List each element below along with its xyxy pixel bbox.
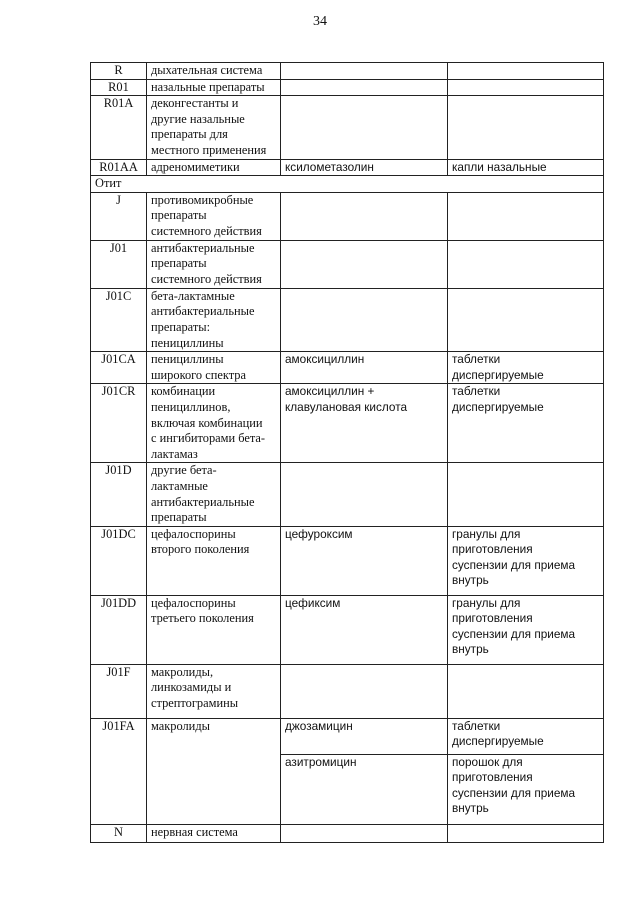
inn-cell-text: цефиксим — [285, 595, 341, 610]
section-header-cell-text: Отит — [95, 176, 122, 191]
atc-group-cell-text: бета-лактамные антибактериальные препараты: пенициллины — [151, 288, 255, 350]
atc-code-cell — [91, 463, 147, 526]
inn-cell-text: ксилометазолин — [285, 159, 374, 174]
section-header-cell — [91, 176, 604, 193]
table-row — [91, 824, 604, 842]
inn-cell-text: азитромицин — [285, 754, 357, 769]
dosage-form-cell — [448, 384, 604, 463]
table-row — [91, 664, 604, 718]
atc-code-cell-text: J01C — [105, 288, 132, 303]
atc-code-cell-text: J — [116, 192, 121, 207]
table-row — [91, 240, 604, 288]
table-row — [91, 288, 604, 351]
dosage-form-cell — [448, 159, 604, 176]
atc-code-cell — [91, 718, 147, 824]
atc-group-cell — [147, 718, 281, 824]
atc-code-cell — [91, 63, 147, 80]
atc-group-cell — [147, 664, 281, 718]
table-row — [91, 192, 604, 240]
inn-cell-text: цефуроксим — [285, 526, 353, 541]
atc-code-cell-text: J01 — [109, 240, 128, 255]
atc-group-cell-text: цефалоспорины третьего поколения — [151, 595, 254, 626]
inn-cell-text: амоксициллин — [285, 352, 365, 367]
atc-group-cell — [147, 79, 281, 96]
atc-code-cell — [91, 240, 147, 288]
table-row — [91, 384, 604, 463]
table-row — [91, 352, 604, 384]
atc-group-cell-text: нервная система — [151, 824, 238, 839]
table-row — [91, 63, 604, 80]
dosage-form-cell-text: порошок для приготовления суспензии для приема внутрь — [452, 754, 576, 816]
atc-group-cell-text: деконгестанты и другие назальные препараты для местного применения — [151, 96, 267, 157]
dosage-form-cell-text: капли назальные — [452, 159, 547, 174]
atc-code-cell-text: J01CA — [101, 352, 136, 367]
atc-group-cell-text: дыхательная система — [151, 63, 263, 77]
dosage-form-cell — [448, 288, 604, 351]
atc-group-cell — [147, 288, 281, 351]
page-number: 34 — [313, 14, 327, 29]
atc-code-cell — [91, 192, 147, 240]
inn-cell — [281, 526, 448, 595]
atc-group-cell — [147, 96, 281, 159]
atc-group-cell-text: макролиды, линкозамиды и стрептограмины — [151, 664, 239, 710]
atc-group-cell-text: пенициллины широкого спектра — [151, 352, 246, 382]
dosage-form-cell — [448, 824, 604, 842]
atc-code-cell-text: J01D — [105, 463, 132, 478]
dosage-form-cell — [448, 664, 604, 718]
table-row — [91, 595, 604, 664]
inn-cell-text: джозамицин — [285, 718, 353, 733]
dosage-form-cell — [448, 192, 604, 240]
atc-group-cell-text: цефалоспорины второго поколения — [151, 526, 250, 557]
dosage-form-cell-text: гранулы для приготовления суспензии для приема внутрь — [452, 526, 576, 588]
dosage-form-cell — [448, 96, 604, 159]
dosage-form-cell — [448, 526, 604, 595]
inn-cell — [281, 288, 448, 351]
inn-cell-text: амоксициллин + клавулановая кислота — [285, 384, 408, 414]
atc-group-cell — [147, 384, 281, 463]
inn-cell — [281, 352, 448, 384]
atc-group-cell — [147, 192, 281, 240]
atc-code-cell-text: R01 — [108, 79, 129, 94]
atc-code-cell-text: J01F — [106, 664, 131, 679]
inn-cell — [281, 240, 448, 288]
inn-cell — [281, 63, 448, 80]
atc-code-cell — [91, 384, 147, 463]
atc-code-cell — [91, 352, 147, 384]
dosage-form-cell — [448, 463, 604, 526]
atc-group-cell-text: комбинации пенициллинов, включая комбинации с ингибиторами бета- лактамаз — [151, 384, 266, 461]
table-row — [91, 463, 604, 526]
atc-group-cell — [147, 526, 281, 595]
dosage-form-cell-text: гранулы для приготовления суспензии для приема внутрь — [452, 595, 576, 657]
atc-group-cell — [147, 240, 281, 288]
dosage-form-cell — [448, 63, 604, 80]
atc-group-cell — [147, 824, 281, 842]
atc-code-cell — [91, 664, 147, 718]
drug-table — [90, 62, 604, 843]
inn-cell — [281, 664, 448, 718]
dosage-form-cell — [448, 595, 604, 664]
atc-code-cell — [91, 96, 147, 159]
inn-cell — [281, 96, 448, 159]
inn-cell — [281, 192, 448, 240]
inn-cell — [281, 384, 448, 463]
dosage-form-cell-text: таблетки диспергируемые — [452, 718, 544, 749]
atc-code-cell — [91, 595, 147, 664]
inn-cell — [281, 595, 448, 664]
atc-code-cell-text: N — [114, 824, 123, 839]
dosage-form-cell — [448, 79, 604, 96]
atc-group-cell-text: другие бета- лактамные антибактериальные препараты — [151, 463, 255, 525]
atc-code-cell-text: J01DC — [101, 526, 136, 541]
atc-code-cell-text: R01A — [103, 96, 134, 111]
table-row — [91, 96, 604, 159]
dosage-form-cell — [448, 240, 604, 288]
atc-group-cell-text: антибактериальные препараты системного действия — [151, 240, 262, 286]
inn-cell — [281, 159, 448, 176]
atc-code-cell-text: R — [114, 63, 123, 77]
dosage-form-cell — [448, 352, 604, 384]
atc-code-cell-text: J01DD — [100, 595, 137, 610]
inn-cell — [281, 718, 448, 754]
dosage-form-cell-text: таблетки диспергируемые — [452, 384, 544, 414]
atc-group-cell — [147, 463, 281, 526]
atc-group-cell — [147, 159, 281, 176]
dosage-form-cell-text: таблетки диспергируемые — [452, 352, 544, 382]
atc-code-cell — [91, 79, 147, 96]
atc-group-cell — [147, 63, 281, 80]
atc-code-cell — [91, 824, 147, 842]
atc-code-cell — [91, 288, 147, 351]
inn-cell — [281, 463, 448, 526]
section-row — [91, 176, 604, 193]
atc-code-cell-text: R01AA — [99, 159, 138, 174]
atc-group-cell-text: макролиды — [151, 718, 210, 733]
atc-code-cell-text: J01FA — [102, 718, 135, 733]
table-row — [91, 79, 604, 96]
inn-cell — [281, 79, 448, 96]
atc-group-cell — [147, 595, 281, 664]
inn-cell — [281, 754, 448, 824]
atc-code-cell-text: J01CR — [101, 384, 136, 399]
dosage-form-cell — [448, 718, 604, 754]
atc-group-cell-text: адреномиметики — [151, 159, 240, 174]
table-row — [91, 526, 604, 595]
table-row — [91, 159, 604, 176]
atc-code-cell — [91, 159, 147, 176]
atc-group-cell — [147, 352, 281, 384]
inn-cell — [281, 824, 448, 842]
atc-code-cell — [91, 526, 147, 595]
dosage-form-cell — [448, 754, 604, 824]
atc-group-cell-text: противомикробные препараты системного действия — [151, 192, 262, 238]
table-row — [91, 718, 604, 754]
atc-group-cell-text: назальные препараты — [151, 79, 265, 94]
